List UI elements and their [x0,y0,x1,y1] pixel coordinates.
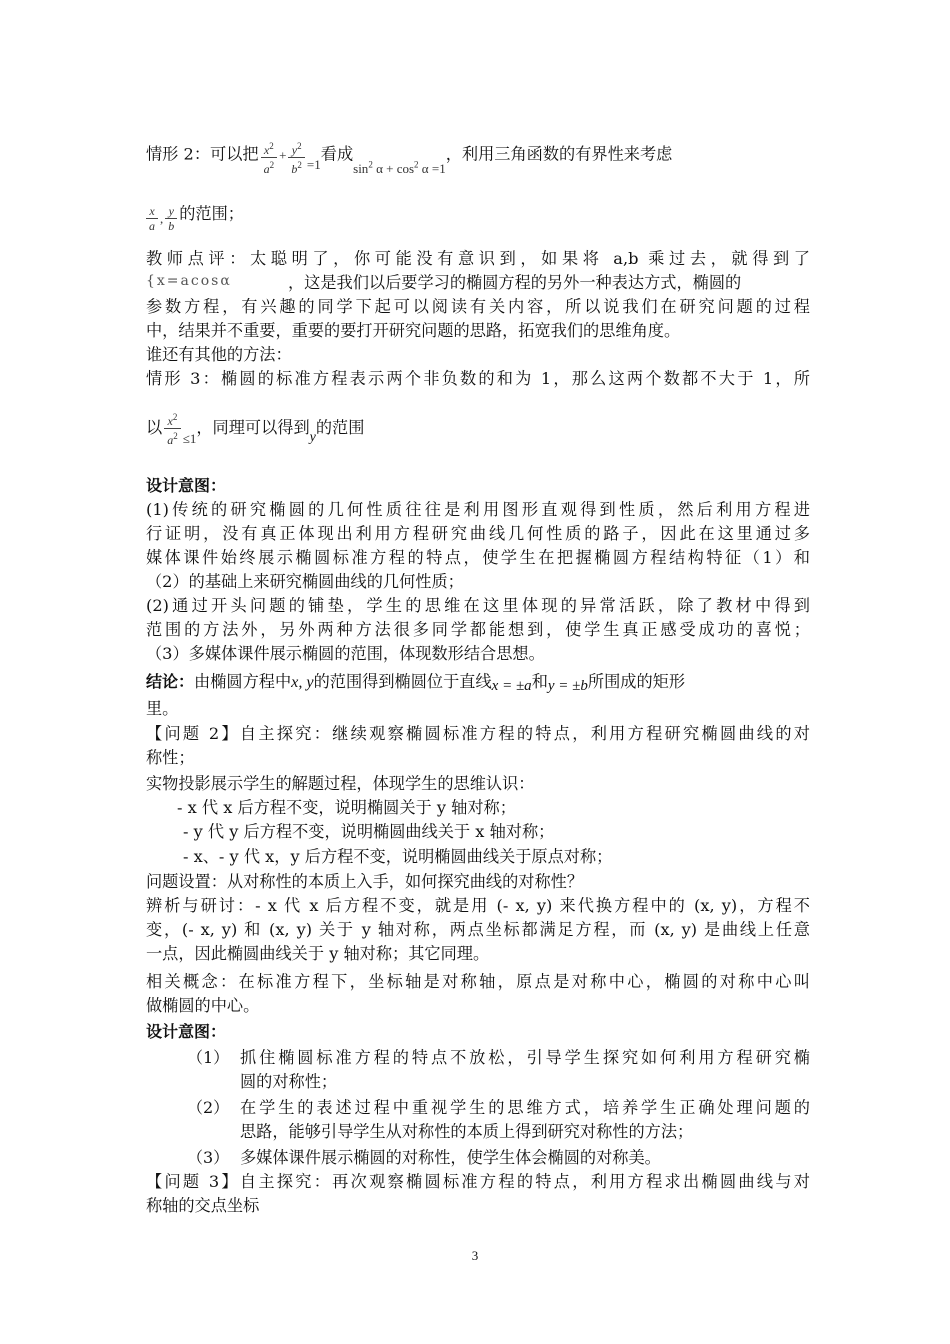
case3-line-2: 以 $\frac{x^2}{a^2}$ $_{\le 1}$，同理可以得到y的范围 [146,412,365,447]
intent-item-2-line-2: 思路，能够引导学生从对称性的本质上得到研究对称性的方法； [240,1122,694,1141]
symmetry-origin: - x、- y 代 x，y 后方程不变，说明椭圆曲线关于原点对称； [183,847,613,866]
problem-setup: 问题设置：从对称性的本质上入手，如何探究曲线的对称性？ [146,872,584,891]
intent-item-1-number: （1） [187,1048,230,1067]
teacher-comment-2: {x=acosα ，这是我们以后要学习的椭圆方程的另外一种表达方式，椭圆的 [146,273,742,292]
analysis-line-1: 辨析与研讨：- x 代 x 后方程不变，就是用 (- x, y) 来代换方程中的 (x, y)，方程不 [146,896,810,915]
fraction-x2-a2: $\frac{x^2}{a^2}$ [261,139,278,176]
trig-identity: sin2 α + cos2 α =1 [353,160,446,177]
conclusion-line-2: 里。 [146,699,179,718]
other-methods: 谁还有其他的方法： [146,345,292,364]
teacher-comment-1: 教师点评：太聪明了，你可能没有意识到，如果将 a,b 乘过去，就得到了 [146,249,810,268]
related-concepts-1: 相关概念：在标准方程下，坐标轴是对称轴，原点是对称中心，椭圆的对称中心叫 [146,972,810,991]
design-intent-p1: (1)传统的研究椭圆的几何性质往往是利用图形直观得到性质，然后利用方程进 [146,500,810,519]
analysis-line-2: 变，(- x, y) 和 (x, y) 关于 y 轴对称，两点坐标都满足方程，而 (x, y) 是曲线上任意 [146,920,810,939]
range-line: $\frac{x}{a}$ , $\frac{y}{b}$ 的范围； [146,204,810,233]
fraction-x2-a2-ineq: $\frac{x^2}{a^2}$ [164,410,181,447]
analysis-line-3: 一点，因此椭圆曲线关于 y 轴对称；其它同理。 [146,944,490,963]
fraction-y-b: $\frac{y}{b}$ [165,204,177,233]
question2-line-2: 称性； [146,748,195,767]
conclusion-line-1: 结论：由椭圆方程中x, y的范围得到椭圆位于直线x = ±a和y = ±b所围成的矩形 [146,672,686,694]
fraction-x-a: $\frac{x}{a}$ [146,204,158,233]
range-text: 的范围； [179,204,244,223]
case2-kancheng: 看成 [320,144,354,164]
design-intent-p4: （2）的基础上来研究椭圆曲线的几何性质； [146,572,464,591]
garbled-equation: {x=acosα [146,274,232,289]
design-intent-p7: （3）多媒体课件展示椭圆的范围，体现数形结合思想。 [146,644,545,663]
symmetry-x-axis: - y 代 y 后方程不变，说明椭圆曲线关于 x 轴对称； [183,822,555,841]
symmetry-y-axis: - x 代 x 后方程不变，说明椭圆关于 y 轴对称； [177,798,516,817]
intent-item-1-line-1: 抓住椭圆标准方程的特点不放松，引导学生探究如何利用方程研究椭 [240,1048,810,1067]
equals-one: =1 [306,157,321,173]
design-intent-heading-1: 设计意图： [146,476,227,495]
intent-item-2-number: （2） [187,1098,230,1117]
case3-line-1: 情形 3：椭圆的标准方程表示两个非负数的和为 1，那么这两个数都不大于 1，所 [146,369,810,388]
intent-item-2-line-1: 在学生的表述过程中重视学生的思维方式，培养学生正确处理问题的 [240,1098,810,1117]
case2-line: 情形 2：可以把 $\frac{x^2}{a^2}$ + $\frac{y^2}{b^2}$ $_{=1}$看成$_{sin^2 \alpha + cos^2 \alpha =1}$，利用三角函数的有界性来考虑 [146,141,673,177]
teacher-comment-3: 参数方程，有兴趣的同学下起可以阅读有关内容，所以说我们在研究问题的过程 [146,297,810,316]
design-intent-p3: 媒体课件始终展示椭圆标准方程的特点，使学生在把握椭圆方程结构特征（1）和 [146,548,810,567]
intent-item-1-line-2: 圆的对称性； [240,1072,338,1091]
question3-line-1: 【问题 3】自主探究：再次观察椭圆标准方程的特点，利用方程求出椭圆曲线与对 [146,1172,810,1191]
student-process: 实物投影展示学生的解题过程，体现学生的思维认识： [146,774,535,793]
design-intent-p5: (2)通过开头问题的铺垫，学生的思维在这里体现的异常活跃，除了教材中得到 [146,596,810,615]
page-number: 3 [471,1248,479,1263]
case2-tail: ，利用三角函数的有界性来考虑 [445,144,673,164]
question2-line-1: 【问题 2】自主探究：继续观察椭圆标准方程的特点，利用方程研究椭圆曲线的对 [146,724,810,743]
case2-intro: 情形 2：可以把 [146,144,259,164]
design-intent-heading-2: 设计意图： [146,1022,227,1041]
design-intent-p2: 行证明，没有真正体现出利用方程研究曲线几何性质的路子，因此在这里通过多 [146,524,810,543]
design-intent-p6: 范围的方法外，另外两种方法很多同学都能想到，使学生真正感受成功的喜悦； [146,620,810,639]
intent-item-3-number: （3） [187,1148,230,1167]
question3-line-2: 称轴的交点坐标 [146,1196,260,1215]
fraction-y2-b2: $\frac{y^2}{b^2}$ [288,139,305,176]
related-concepts-2: 做椭圆的中心。 [146,996,260,1015]
teacher-comment-4: 中，结果并不重要，重要的要打开研究问题的思路，拓宽我们的思维角度。 [146,321,681,340]
intent-item-3-line-1: 多媒体课件展示椭圆的对称性，使学生体会椭圆的对称美。 [240,1148,661,1167]
